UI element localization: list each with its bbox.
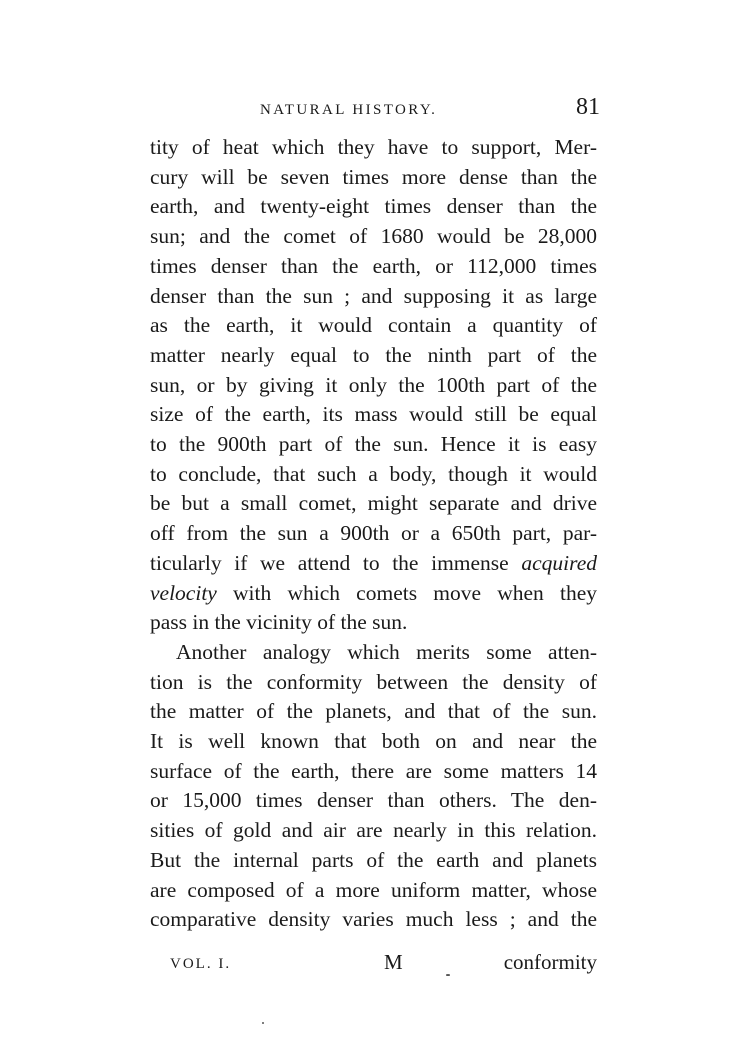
italic-term: acquired — [521, 550, 597, 575]
text-line: size of the earth, its mass would still be equal — [150, 402, 597, 427]
running-head — [150, 94, 600, 124]
text-line: be but a small comet, might separate and drive — [150, 491, 597, 516]
text-line: or 15,000 times denser than others. The den- — [150, 788, 597, 813]
text-line: Another analogy which merits some atten- — [176, 639, 597, 664]
text-line: to the 900th part of the sun. Hence it is easy — [150, 432, 597, 457]
text-line: pass in the vicinity of the sun. — [150, 610, 408, 635]
text-line: times denser than the earth, or 112,000 times — [150, 253, 597, 278]
volume-signature: VOL. I. — [170, 956, 232, 972]
ink-speck — [262, 1022, 264, 1024]
text-line: tity of heat which they have to support, Mer- — [150, 135, 597, 159]
text-line: denser than the sun ; and supposing it as large — [150, 283, 597, 308]
italic-term: velocity — [150, 580, 217, 605]
text-line: the matter of the planets, and that of the sun. — [150, 699, 597, 724]
running-head-title: NATURAL HISTORY. — [260, 102, 438, 118]
text-line: earth, and twenty-eight times denser than the — [150, 194, 597, 219]
text-line: matter nearly equal to the ninth part of the — [150, 342, 597, 367]
text-line: cury will be seven times more dense than the — [150, 164, 597, 189]
signature-mark: M — [384, 950, 403, 974]
text-line: tion is the conformity between the density of — [150, 669, 597, 694]
body-text — [150, 133, 597, 935]
text-line: sun; and the comet of 1680 would be 28,000 — [150, 224, 597, 249]
text-segment: with which comets move when they — [216, 580, 597, 605]
page-footer — [170, 950, 597, 982]
text-line: It is well known that both on and near the — [150, 729, 597, 754]
text-line: comparative density varies much less ; and the — [150, 907, 597, 932]
text-line: But the internal parts of the earth and planets — [150, 847, 597, 872]
catchword: conformity — [503, 950, 597, 974]
text-line-with-italic — [150, 549, 597, 579]
text-line: surface of the earth, there are some matters 14 — [150, 758, 597, 783]
ink-speck — [446, 974, 450, 976]
page-number: 81 — [576, 94, 600, 120]
text-line: as the earth, it would contain a quantity of — [150, 313, 597, 338]
text-line: sities of gold and air are nearly in this relation. — [150, 818, 597, 843]
text-line: to conclude, that such a body, though it would — [150, 461, 597, 486]
text-line: off from the sun a 900th or a 650th part, par- — [150, 521, 597, 546]
text-segment: ticularly if we attend to the immense — [150, 550, 509, 575]
text-line: sun, or by giving it only the 100th part of the — [150, 372, 597, 397]
text-line-with-italic — [150, 579, 597, 609]
text-line: are composed of a more uniform matter, whose — [150, 877, 597, 902]
